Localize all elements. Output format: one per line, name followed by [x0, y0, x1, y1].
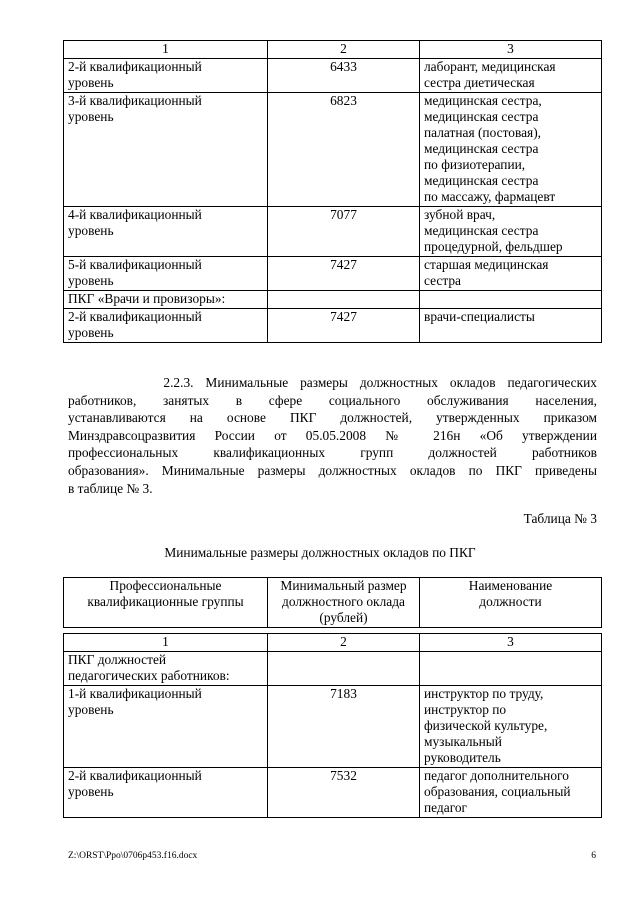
table-row [64, 686, 602, 768]
page-footer [68, 851, 596, 861]
table-cell: 2-й квалификационный уровень [64, 59, 268, 93]
table-cell: 7183 [268, 686, 420, 768]
table-row [64, 652, 602, 686]
table-cell: 7077 [268, 207, 420, 257]
table-title: Минимальные размеры должностных окладов по ПКГ [164, 545, 476, 560]
header-cell: Наименование должности [420, 578, 602, 628]
table-row [64, 309, 602, 343]
paragraph-line: устанавливаются на основе ПКГ должностей, утвержденных приказом [68, 410, 597, 426]
table-row [64, 291, 602, 309]
page-number: 6 [591, 851, 596, 861]
paragraph-line: в таблице № 3. [68, 480, 153, 496]
minimum-salaries-table [63, 633, 602, 818]
table-cell: 7532 [268, 768, 420, 818]
table-cell: 6823 [268, 93, 420, 207]
table-row [64, 207, 602, 257]
positions-table-continued [63, 40, 602, 343]
table-cell: 3 [420, 634, 602, 652]
paragraph-2-2-3 [68, 374, 597, 497]
table-cell: 6433 [268, 59, 420, 93]
table-cell: 4-й квалификационный уровень [64, 207, 268, 257]
table-cell: 1 [64, 634, 268, 652]
table-cell: 5-й квалификационный уровень [64, 257, 268, 291]
table-row [64, 768, 602, 818]
table-cell: ПКГ «Врачи и провизоры»: [64, 291, 268, 309]
table-number: Таблица № 3 [523, 511, 597, 526]
table-cell: 2 [268, 634, 420, 652]
table-cell: лаборант, медицинская сестра диетическая [420, 59, 602, 93]
header-cell: Профессиональные квалификационные группы [64, 578, 268, 628]
table-cell: 2-й квалификационный уровень [64, 768, 268, 818]
paragraph-line: образования». Минимальные размеры должностных окладов по ПКГ приведены [68, 462, 597, 478]
table-row [64, 41, 602, 59]
table-cell: 7427 [268, 257, 420, 291]
table-cell: 2-й квалификационный уровень [64, 309, 268, 343]
table-row [64, 59, 602, 93]
table-row [64, 93, 602, 207]
table-cell: 1 [64, 41, 268, 59]
table1-body [64, 41, 602, 343]
file-path: Z:\ORST\Ppo\0706p453.f16.docx [68, 851, 198, 861]
table-cell: 1-й квалификационный уровень [64, 686, 268, 768]
table-header-row [64, 578, 602, 628]
table-cell: старшая медицинская сестра [420, 257, 602, 291]
paragraph-line: Минздравсоцразвития России от 05.05.2008 № 216н «Об утверждении [68, 427, 597, 443]
table-cell: педагог дополнительного образования, социальный педагог [420, 768, 602, 818]
table3-header [63, 577, 602, 628]
table-cell: медицинская сестра, медицинская сестра палатная (постовая), медицинская сестра по физиотерапии, медицинская сестра по массажу, фармацевт [420, 93, 602, 207]
table-cell: врачи-специалисты [420, 309, 602, 343]
table-cell: зубной врач, медицинская сестра процедурной, фельдшер [420, 207, 602, 257]
table-cell: 7427 [268, 309, 420, 343]
table-row [64, 634, 602, 652]
table-cell: ПКГ должностей педагогических работников: [64, 652, 268, 686]
table-cell: 3 [420, 41, 602, 59]
paragraph-line: работников, занятых в сфере социального обслуживания населения, [68, 392, 597, 408]
table-cell: 3-й квалификационный уровень [64, 93, 268, 207]
table-cell [268, 291, 420, 309]
paragraph-line: профессиональных квалификационных групп должностей работников [68, 445, 597, 461]
table-cell [268, 652, 420, 686]
table-cell: инструктор по труду, инструктор по физической культуре, музыкальный руководитель [420, 686, 602, 768]
table-cell [420, 652, 602, 686]
table-row [64, 257, 602, 291]
table-cell [420, 291, 602, 309]
table3-body [64, 634, 602, 818]
header-cell: Минимальный размер должностного оклада (рублей) [268, 578, 420, 628]
paragraph-line: 2.2.3. Минимальные размеры должностных окладов педагогических [68, 375, 597, 390]
table-cell: 2 [268, 41, 420, 59]
